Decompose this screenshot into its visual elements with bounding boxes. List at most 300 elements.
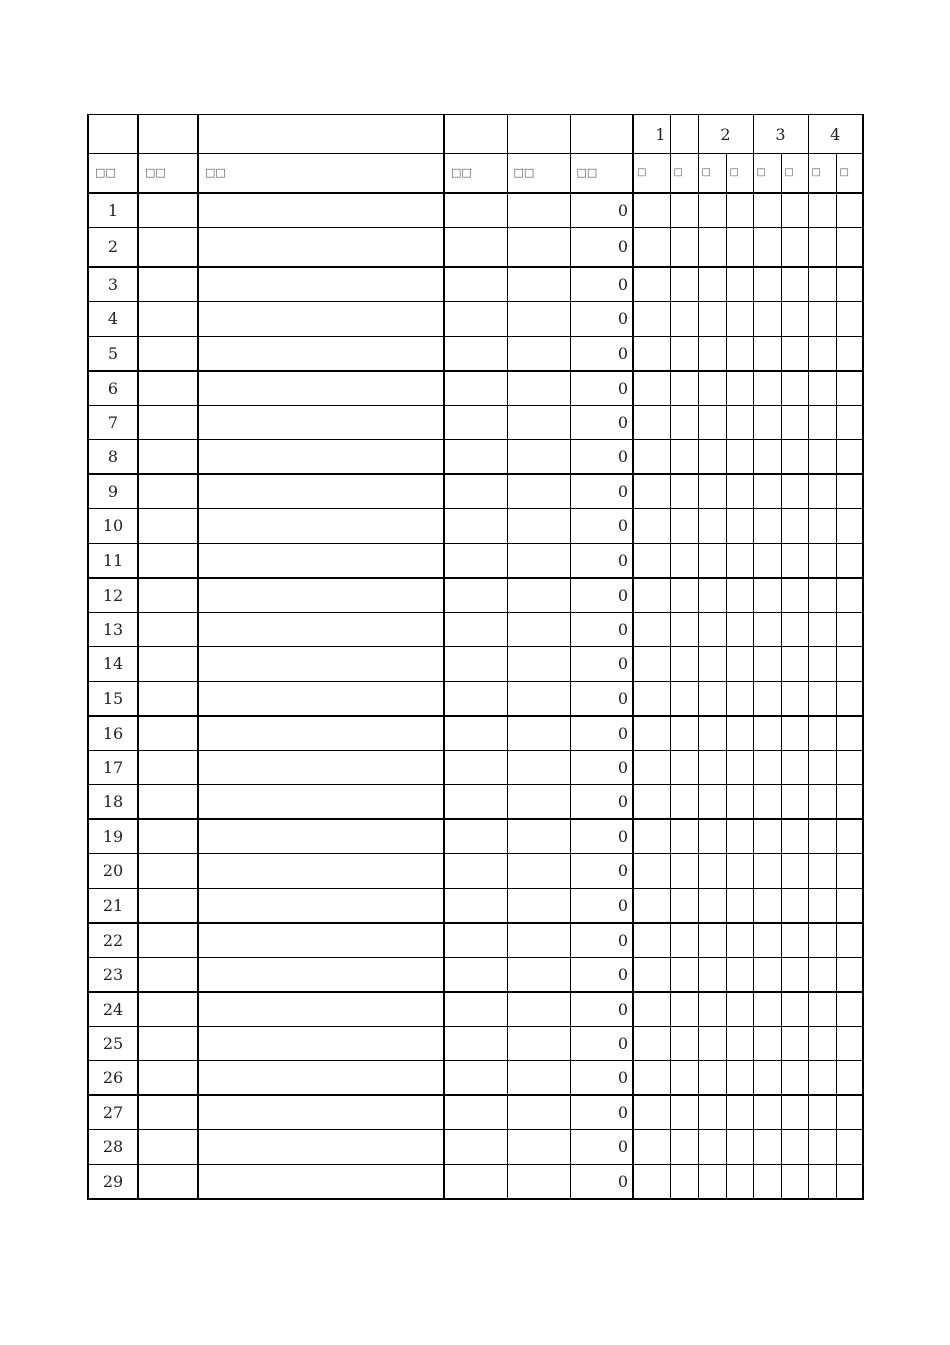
cell[interactable]: [753, 509, 781, 544]
header-cell[interactable]: [570, 115, 633, 154]
cell[interactable]: [836, 888, 863, 923]
cell[interactable]: [198, 992, 444, 1027]
cell[interactable]: [507, 681, 570, 716]
cell[interactable]: [836, 578, 863, 613]
cell[interactable]: [507, 193, 570, 228]
cell[interactable]: [507, 716, 570, 751]
cell[interactable]: [444, 1164, 507, 1199]
cell[interactable]: [698, 750, 726, 785]
cell[interactable]: [698, 509, 726, 544]
cell[interactable]: [198, 371, 444, 406]
cell[interactable]: [698, 440, 726, 475]
total-cell[interactable]: 0: [570, 957, 633, 992]
cell[interactable]: [698, 1164, 726, 1199]
cell[interactable]: [698, 957, 726, 992]
total-cell[interactable]: 0: [570, 543, 633, 578]
cell[interactable]: [726, 1130, 753, 1165]
cell[interactable]: [507, 440, 570, 475]
cell[interactable]: [753, 578, 781, 613]
cell[interactable]: [507, 543, 570, 578]
cell[interactable]: [507, 785, 570, 820]
column-header[interactable]: □□: [198, 154, 444, 193]
cell[interactable]: [698, 371, 726, 406]
cell[interactable]: [444, 612, 507, 647]
cell[interactable]: [444, 405, 507, 440]
cell[interactable]: [507, 371, 570, 406]
cell[interactable]: [753, 227, 781, 267]
cell[interactable]: [726, 371, 753, 406]
total-cell[interactable]: 0: [570, 681, 633, 716]
cell[interactable]: [633, 440, 670, 475]
cell[interactable]: [753, 474, 781, 509]
cell[interactable]: [198, 1130, 444, 1165]
total-cell[interactable]: 0: [570, 267, 633, 302]
cell[interactable]: [670, 267, 698, 302]
cell[interactable]: [444, 578, 507, 613]
header-cell[interactable]: [670, 115, 698, 154]
cell[interactable]: [444, 509, 507, 544]
cell[interactable]: [726, 785, 753, 820]
row-number-cell[interactable]: 27: [88, 1095, 138, 1130]
cell[interactable]: [507, 1026, 570, 1061]
cell[interactable]: [836, 1061, 863, 1096]
cell[interactable]: [507, 854, 570, 889]
cell[interactable]: [836, 302, 863, 337]
cell[interactable]: [726, 992, 753, 1027]
cell[interactable]: [781, 336, 808, 371]
cell[interactable]: [670, 1061, 698, 1096]
cell[interactable]: [781, 647, 808, 682]
cell[interactable]: [698, 785, 726, 820]
cell[interactable]: [670, 371, 698, 406]
cell[interactable]: [444, 336, 507, 371]
cell[interactable]: [444, 543, 507, 578]
cell[interactable]: [781, 750, 808, 785]
cell[interactable]: [753, 1061, 781, 1096]
cell[interactable]: [138, 819, 198, 854]
cell[interactable]: [444, 302, 507, 337]
cell[interactable]: [781, 992, 808, 1027]
total-cell[interactable]: 0: [570, 474, 633, 509]
cell[interactable]: [808, 888, 836, 923]
sub-header[interactable]: □: [836, 154, 863, 193]
cell[interactable]: [198, 612, 444, 647]
cell[interactable]: [836, 1095, 863, 1130]
cell[interactable]: [138, 992, 198, 1027]
cell[interactable]: [726, 681, 753, 716]
cell[interactable]: [808, 440, 836, 475]
total-cell[interactable]: 0: [570, 716, 633, 751]
cell[interactable]: [670, 750, 698, 785]
cell[interactable]: [507, 1095, 570, 1130]
cell[interactable]: [726, 612, 753, 647]
cell[interactable]: [633, 819, 670, 854]
cell[interactable]: [836, 405, 863, 440]
header-cell[interactable]: [198, 115, 444, 154]
cell[interactable]: [444, 888, 507, 923]
cell[interactable]: [698, 578, 726, 613]
cell[interactable]: [726, 509, 753, 544]
cell[interactable]: [670, 578, 698, 613]
row-number-cell[interactable]: 14: [88, 647, 138, 682]
cell[interactable]: [138, 1095, 198, 1130]
row-number-cell[interactable]: 5: [88, 336, 138, 371]
cell[interactable]: [753, 612, 781, 647]
total-cell[interactable]: 0: [570, 923, 633, 958]
sub-header[interactable]: □: [633, 154, 670, 193]
cell[interactable]: [781, 543, 808, 578]
row-number-cell[interactable]: 23: [88, 957, 138, 992]
cell[interactable]: [726, 227, 753, 267]
header-cell[interactable]: [88, 115, 138, 154]
row-number-cell[interactable]: 17: [88, 750, 138, 785]
cell[interactable]: [138, 267, 198, 302]
cell[interactable]: [698, 1130, 726, 1165]
cell[interactable]: [198, 543, 444, 578]
cell[interactable]: [753, 302, 781, 337]
row-number-cell[interactable]: 13: [88, 612, 138, 647]
cell[interactable]: [198, 267, 444, 302]
column-header[interactable]: □□: [138, 154, 198, 193]
row-number-cell[interactable]: 1: [88, 193, 138, 228]
row-number-cell[interactable]: 24: [88, 992, 138, 1027]
cell[interactable]: [633, 267, 670, 302]
cell[interactable]: [507, 336, 570, 371]
total-cell[interactable]: 0: [570, 785, 633, 820]
row-number-cell[interactable]: 15: [88, 681, 138, 716]
total-cell[interactable]: 0: [570, 509, 633, 544]
cell[interactable]: [781, 578, 808, 613]
cell[interactable]: [808, 227, 836, 267]
cell[interactable]: [633, 612, 670, 647]
cell[interactable]: [808, 336, 836, 371]
cell[interactable]: [698, 612, 726, 647]
total-cell[interactable]: 0: [570, 405, 633, 440]
cell[interactable]: [138, 888, 198, 923]
cell[interactable]: [726, 543, 753, 578]
cell[interactable]: [753, 1026, 781, 1061]
cell[interactable]: [670, 440, 698, 475]
cell[interactable]: [670, 992, 698, 1027]
cell[interactable]: [138, 612, 198, 647]
cell[interactable]: [698, 543, 726, 578]
cell[interactable]: [444, 474, 507, 509]
cell[interactable]: [808, 1061, 836, 1096]
cell[interactable]: [781, 923, 808, 958]
cell[interactable]: [138, 405, 198, 440]
cell[interactable]: [138, 371, 198, 406]
cell[interactable]: [753, 647, 781, 682]
cell[interactable]: [138, 1061, 198, 1096]
cell[interactable]: [836, 819, 863, 854]
row-number-cell[interactable]: 11: [88, 543, 138, 578]
cell[interactable]: [633, 543, 670, 578]
cell[interactable]: [198, 647, 444, 682]
row-number-cell[interactable]: 2: [88, 227, 138, 267]
cell[interactable]: [633, 405, 670, 440]
cell[interactable]: [633, 854, 670, 889]
cell[interactable]: [726, 474, 753, 509]
cell[interactable]: [698, 302, 726, 337]
row-number-cell[interactable]: 19: [88, 819, 138, 854]
cell[interactable]: [138, 716, 198, 751]
total-cell[interactable]: 0: [570, 1095, 633, 1130]
total-cell[interactable]: 0: [570, 578, 633, 613]
cell[interactable]: [836, 227, 863, 267]
column-header[interactable]: □□: [88, 154, 138, 193]
cell[interactable]: [836, 267, 863, 302]
cell[interactable]: [198, 474, 444, 509]
cell[interactable]: [507, 750, 570, 785]
cell[interactable]: [507, 612, 570, 647]
cell[interactable]: [670, 819, 698, 854]
cell[interactable]: [138, 1130, 198, 1165]
cell[interactable]: [781, 193, 808, 228]
cell[interactable]: [753, 1095, 781, 1130]
cell[interactable]: [781, 227, 808, 267]
cell[interactable]: [808, 405, 836, 440]
cell[interactable]: [507, 578, 570, 613]
cell[interactable]: [507, 923, 570, 958]
cell[interactable]: [198, 888, 444, 923]
row-number-cell[interactable]: 8: [88, 440, 138, 475]
cell[interactable]: [836, 785, 863, 820]
column-header[interactable]: □□: [570, 154, 633, 193]
total-cell[interactable]: 0: [570, 612, 633, 647]
cell[interactable]: [138, 681, 198, 716]
cell[interactable]: [198, 854, 444, 889]
cell[interactable]: [836, 957, 863, 992]
sub-header[interactable]: □: [753, 154, 781, 193]
cell[interactable]: [138, 957, 198, 992]
total-cell[interactable]: 0: [570, 336, 633, 371]
cell[interactable]: [836, 681, 863, 716]
row-number-cell[interactable]: 9: [88, 474, 138, 509]
cell[interactable]: [781, 302, 808, 337]
row-number-cell[interactable]: 12: [88, 578, 138, 613]
cell[interactable]: [444, 992, 507, 1027]
cell[interactable]: [726, 923, 753, 958]
total-cell[interactable]: 0: [570, 1164, 633, 1199]
cell[interactable]: [698, 1095, 726, 1130]
cell[interactable]: [633, 681, 670, 716]
column-header[interactable]: □□: [444, 154, 507, 193]
cell[interactable]: [698, 716, 726, 751]
cell[interactable]: [633, 193, 670, 228]
cell[interactable]: [670, 716, 698, 751]
cell[interactable]: [753, 819, 781, 854]
cell[interactable]: [444, 716, 507, 751]
cell[interactable]: [198, 923, 444, 958]
cell[interactable]: [753, 888, 781, 923]
cell[interactable]: [633, 1061, 670, 1096]
cell[interactable]: [138, 578, 198, 613]
cell[interactable]: [808, 923, 836, 958]
cell[interactable]: [670, 193, 698, 228]
cell[interactable]: [753, 923, 781, 958]
cell[interactable]: [138, 336, 198, 371]
cell[interactable]: [726, 1061, 753, 1096]
cell[interactable]: [633, 888, 670, 923]
cell[interactable]: [808, 509, 836, 544]
cell[interactable]: [808, 785, 836, 820]
cell[interactable]: [670, 888, 698, 923]
cell[interactable]: [670, 923, 698, 958]
row-number-cell[interactable]: 6: [88, 371, 138, 406]
cell[interactable]: [507, 647, 570, 682]
cell[interactable]: [698, 888, 726, 923]
cell[interactable]: [198, 193, 444, 228]
cell[interactable]: [726, 578, 753, 613]
header-cell[interactable]: [444, 115, 507, 154]
cell[interactable]: [138, 923, 198, 958]
cell[interactable]: [444, 785, 507, 820]
cell[interactable]: [670, 405, 698, 440]
cell[interactable]: [836, 923, 863, 958]
cell[interactable]: [808, 302, 836, 337]
cell[interactable]: [698, 1061, 726, 1096]
cell[interactable]: [444, 227, 507, 267]
total-cell[interactable]: 0: [570, 1026, 633, 1061]
cell[interactable]: [808, 578, 836, 613]
cell[interactable]: [198, 440, 444, 475]
cell[interactable]: [444, 267, 507, 302]
cell[interactable]: [698, 227, 726, 267]
cell[interactable]: [444, 681, 507, 716]
cell[interactable]: [698, 923, 726, 958]
cell[interactable]: [198, 1061, 444, 1096]
cell[interactable]: [726, 267, 753, 302]
cell[interactable]: [138, 785, 198, 820]
cell[interactable]: [836, 854, 863, 889]
cell[interactable]: [836, 612, 863, 647]
cell[interactable]: [633, 1026, 670, 1061]
cell[interactable]: [633, 578, 670, 613]
cell[interactable]: [507, 819, 570, 854]
cell[interactable]: [753, 992, 781, 1027]
cell[interactable]: [444, 819, 507, 854]
cell[interactable]: [198, 681, 444, 716]
cell[interactable]: [836, 440, 863, 475]
total-cell[interactable]: 0: [570, 1130, 633, 1165]
group-header-2[interactable]: 2: [698, 115, 753, 154]
cell[interactable]: [138, 1026, 198, 1061]
cell[interactable]: [444, 750, 507, 785]
sub-header[interactable]: □: [698, 154, 726, 193]
cell[interactable]: [808, 750, 836, 785]
row-number-cell[interactable]: 3: [88, 267, 138, 302]
cell[interactable]: [444, 1026, 507, 1061]
total-cell[interactable]: 0: [570, 440, 633, 475]
cell[interactable]: [138, 440, 198, 475]
cell[interactable]: [507, 888, 570, 923]
cell[interactable]: [198, 957, 444, 992]
sub-header[interactable]: □: [670, 154, 698, 193]
total-cell[interactable]: 0: [570, 750, 633, 785]
total-cell[interactable]: 0: [570, 854, 633, 889]
cell[interactable]: [444, 1061, 507, 1096]
cell[interactable]: [698, 647, 726, 682]
cell[interactable]: [444, 854, 507, 889]
row-number-cell[interactable]: 21: [88, 888, 138, 923]
cell[interactable]: [808, 819, 836, 854]
cell[interactable]: [753, 681, 781, 716]
cell[interactable]: [138, 193, 198, 228]
cell[interactable]: [633, 1164, 670, 1199]
cell[interactable]: [781, 474, 808, 509]
total-cell[interactable]: 0: [570, 193, 633, 228]
cell[interactable]: [753, 440, 781, 475]
cell[interactable]: [726, 957, 753, 992]
cell[interactable]: [808, 612, 836, 647]
cell[interactable]: [633, 1130, 670, 1165]
cell[interactable]: [808, 647, 836, 682]
cell[interactable]: [633, 716, 670, 751]
cell[interactable]: [726, 193, 753, 228]
total-cell[interactable]: 0: [570, 888, 633, 923]
cell[interactable]: [698, 854, 726, 889]
cell[interactable]: [633, 923, 670, 958]
cell[interactable]: [670, 1164, 698, 1199]
cell[interactable]: [198, 1164, 444, 1199]
cell[interactable]: [698, 336, 726, 371]
cell[interactable]: [138, 543, 198, 578]
cell[interactable]: [198, 509, 444, 544]
cell[interactable]: [781, 612, 808, 647]
cell[interactable]: [753, 716, 781, 751]
cell[interactable]: [836, 992, 863, 1027]
cell[interactable]: [507, 1061, 570, 1096]
cell[interactable]: [633, 750, 670, 785]
cell[interactable]: [836, 543, 863, 578]
cell[interactable]: [670, 957, 698, 992]
sub-header[interactable]: □: [781, 154, 808, 193]
cell[interactable]: [808, 474, 836, 509]
cell[interactable]: [836, 716, 863, 751]
cell[interactable]: [507, 509, 570, 544]
cell[interactable]: [198, 1026, 444, 1061]
cell[interactable]: [444, 371, 507, 406]
row-number-cell[interactable]: 10: [88, 509, 138, 544]
cell[interactable]: [781, 371, 808, 406]
row-number-cell[interactable]: 29: [88, 1164, 138, 1199]
cell[interactable]: [698, 992, 726, 1027]
cell[interactable]: [726, 854, 753, 889]
cell[interactable]: [633, 647, 670, 682]
cell[interactable]: [808, 267, 836, 302]
cell[interactable]: [836, 1026, 863, 1061]
cell[interactable]: [198, 819, 444, 854]
header-cell[interactable]: [138, 115, 198, 154]
cell[interactable]: [808, 681, 836, 716]
cell[interactable]: [138, 302, 198, 337]
cell[interactable]: [808, 1164, 836, 1199]
cell[interactable]: [670, 302, 698, 337]
cell[interactable]: [444, 440, 507, 475]
cell[interactable]: [138, 647, 198, 682]
cell[interactable]: [726, 716, 753, 751]
cell[interactable]: [781, 957, 808, 992]
cell[interactable]: [781, 509, 808, 544]
cell[interactable]: [507, 267, 570, 302]
cell[interactable]: [670, 1095, 698, 1130]
cell[interactable]: [698, 193, 726, 228]
cell[interactable]: [670, 336, 698, 371]
cell[interactable]: [781, 1061, 808, 1096]
row-number-cell[interactable]: 7: [88, 405, 138, 440]
cell[interactable]: [808, 193, 836, 228]
row-number-cell[interactable]: 20: [88, 854, 138, 889]
